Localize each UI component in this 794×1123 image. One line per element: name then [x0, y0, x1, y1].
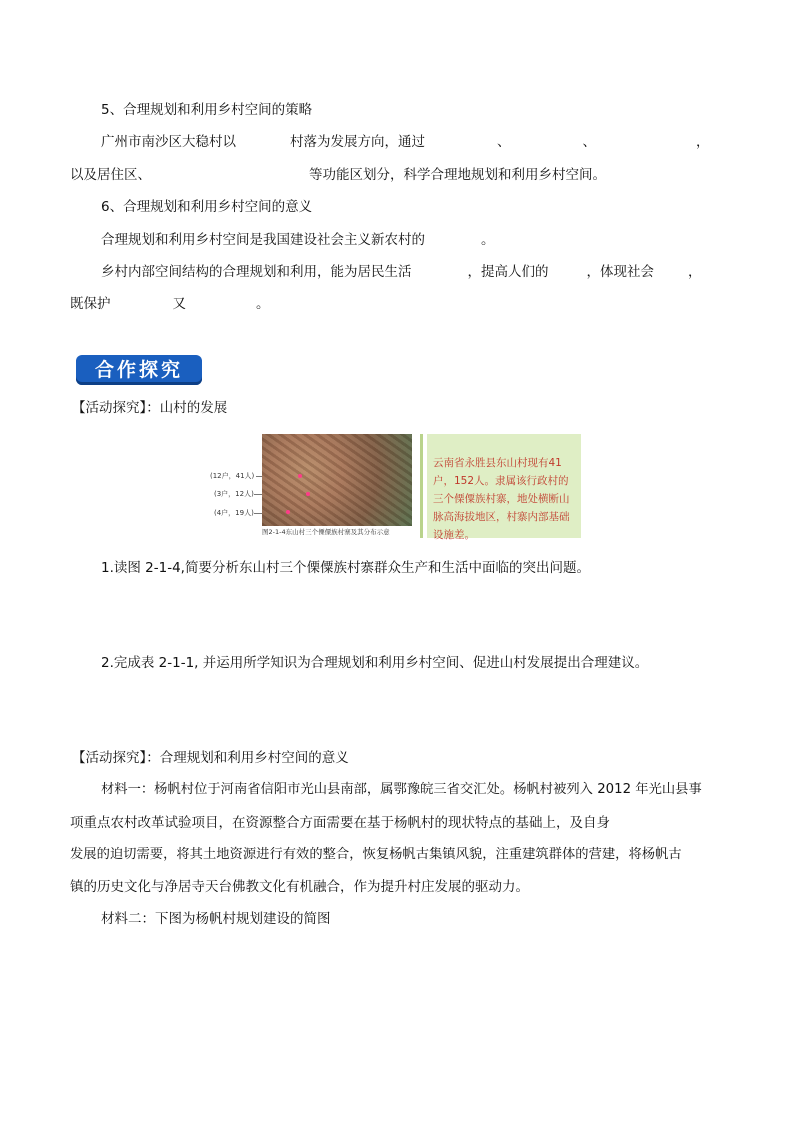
village-marker	[306, 492, 310, 496]
activity1-title: 【活动探究】：山村的发展	[72, 400, 228, 416]
text-fragment: ，体现社会	[586, 264, 654, 280]
material1-line4: 镇的历史文化与净居寺天台佛教文化有机融合，作为提升村庄发展的驱动力。	[70, 879, 529, 895]
map-label: (4户，19人)	[214, 509, 254, 517]
section6-line1	[101, 230, 495, 250]
text-fragment: 既保护	[70, 296, 111, 312]
info-text: 云南省永胜县东山村现有41户，152人。隶属该行政村的三个傈僳族村寨，地处横断山脉高海拔地区，村寨内部基础设施差。	[433, 457, 570, 541]
question-1: 1.读图 2-1-4,简要分析东山村三个傈僳族村寨群众生产和生活中面临的突出问题。	[101, 560, 590, 576]
map-caption: 图2-1-4东山村三个傈僳族村寨及其分布示意	[262, 528, 390, 536]
section6-line3	[70, 294, 270, 314]
material2: 材料二：下图为杨帆村规划建设的简图	[101, 911, 331, 927]
text-fragment: 合理规划和利用乡村空间是我国建设社会主义新农村的	[101, 232, 425, 248]
material1-line3: 发展的迫切需要，将其土地资源进行有效的整合，恢复杨帆古集镇风貌，注重建筑群体的营建，将杨帆古	[70, 847, 682, 862]
village-map-figure	[262, 434, 412, 541]
map-label: (3户，12人)	[214, 490, 254, 498]
text-fragment: 以及居住区、	[70, 167, 151, 183]
text-fragment: 、	[582, 134, 596, 150]
question-2: 2.完成表 2-1-1, 并运用所学知识为合理规划和利用乡村空间、促进山村发展提出合理建议。	[101, 655, 649, 671]
satellite-map-image	[262, 434, 412, 526]
text-fragment: 又	[172, 296, 186, 312]
cooperative-inquiry-badge	[76, 355, 202, 385]
text-fragment: 广州市南沙区大稳村以	[101, 134, 236, 150]
text-fragment: 、	[497, 134, 511, 150]
section5-line2	[70, 165, 606, 185]
text-fragment: ，提高人们的	[467, 264, 549, 280]
text-fragment: 村落为发展方向，通过	[290, 134, 425, 150]
village-marker	[286, 510, 290, 514]
section6-line2	[101, 262, 702, 282]
text-fragment: 。	[256, 296, 270, 312]
material1-line2: 项重点农村改革试验项目，在资源整合方面需要在基于杨帆村的现状特点的基础上，及自身	[70, 815, 610, 831]
village-marker	[298, 474, 302, 478]
section5-line1	[101, 132, 710, 152]
text-fragment: ，	[696, 134, 710, 150]
badge-label: 合作探究	[94, 359, 183, 381]
info-box-accent	[420, 434, 423, 538]
section6-title: 6、合理规划和利用乡村空间的意义	[101, 199, 313, 215]
info-box	[427, 434, 581, 541]
activity2-title: 【活动探究】：合理规划和利用乡村空间的意义	[72, 750, 349, 766]
text-fragment: 乡村内部空间结构的合理规划和利用，能为居民生活	[101, 264, 412, 280]
text-fragment: ，	[688, 264, 702, 280]
section5-title: 5、合理规划和利用乡村空间的策略	[101, 102, 313, 118]
text-fragment: 等功能区划分，科学合理地规划和利用乡村空间。	[309, 167, 606, 183]
material1-line1: 材料一：杨帆村位于河南省信阳市光山县南部，属鄂豫皖三省交汇处。杨帆村被列入 2012 年光山县事	[101, 782, 702, 797]
map-label: (12户，41人)	[210, 472, 255, 480]
text-fragment: 。	[481, 232, 495, 248]
